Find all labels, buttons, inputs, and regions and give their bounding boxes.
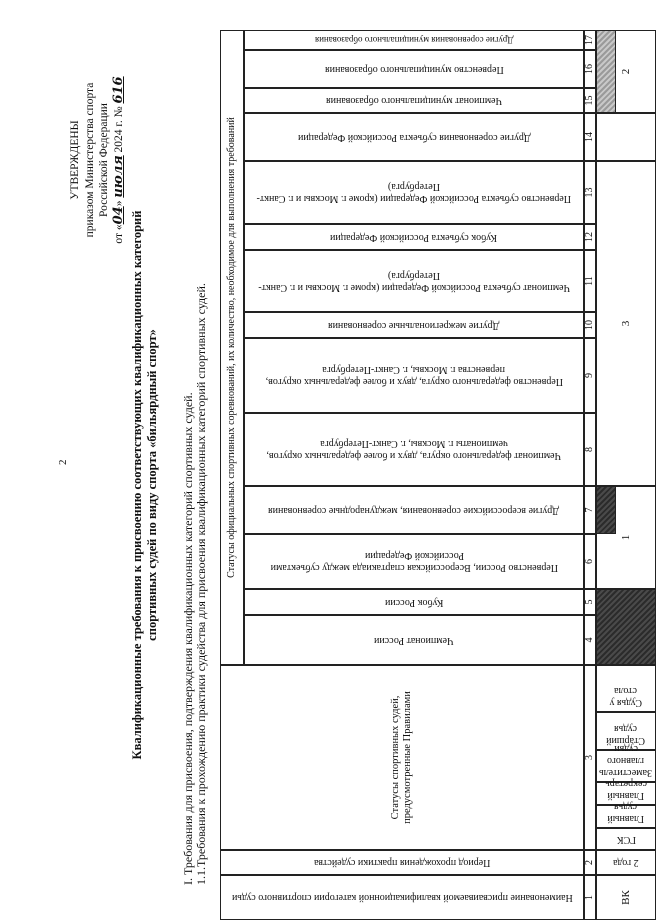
period-cell: 2 года xyxy=(596,850,656,875)
col-number: 16 xyxy=(584,50,596,88)
role-senior-judge: Старший судья xyxy=(596,712,656,750)
approval-title: УТВЕРЖДЕНЫ xyxy=(69,120,81,200)
role-deputy-chief: Заместитель главного судьи xyxy=(596,750,656,782)
col-number: 13 xyxy=(584,161,596,224)
col-number: 1 xyxy=(584,875,596,920)
value-municipal: 2 xyxy=(596,30,656,113)
shaded-cell-4-5 xyxy=(596,589,656,665)
role-table-judge: Судья у стола xyxy=(596,665,656,712)
comp-header-8: Чемпионат федерального округа, двух и более федеральных округов, чемпионаты г. Москвы, г. Санкт-Петербурга xyxy=(244,413,584,486)
comp-header-11: Чемпионат субъекта Российской Федерации (кроме г. Москвы и г. Санкт-Петербурга) xyxy=(244,250,584,312)
main-title: Квалификационные требования к присвоению соответствующих квалификационных категорий спортивных судей по виду спорта «бильярдный спорт» xyxy=(130,210,159,760)
col-number: 6 xyxy=(584,534,596,589)
col-number: 12 xyxy=(584,224,596,250)
comp-header-13: Первенство субъекта Российской Федерации (кроме г. Москвы и г. Санкт-Петербурга) xyxy=(244,161,584,224)
page-number: 2 xyxy=(57,459,69,465)
approval-date: от «04» июля 2024 г. № 616 xyxy=(110,76,126,244)
section-1-1-heading: 1.1.Требования к прохождению практики судейства для присвоения квалификационных категорий спортивных судей. xyxy=(194,283,208,885)
approval-line1: приказом Министерства спорта xyxy=(83,82,96,238)
requirements-table xyxy=(220,30,653,920)
col-number: 15 xyxy=(584,88,596,113)
comp-header-4: Чемпионат России xyxy=(244,615,584,665)
col-number: 11 xyxy=(584,250,596,312)
comp-header-15: Чемпионат муниципального образования xyxy=(244,88,584,113)
date-month: июля xyxy=(110,155,126,198)
col-number: 10 xyxy=(584,312,596,338)
comp-header-12: Кубок субъекта Российской Федерации xyxy=(244,224,584,250)
category-header: Наименование присваиваемой квалификационной категории спортивного судьи xyxy=(220,875,584,920)
col-number: 2 xyxy=(584,850,596,875)
approval-stamp xyxy=(68,30,126,290)
gsk-cell: ГСК xyxy=(596,828,656,850)
comp-header-6: Первенство России, Всероссийская спартакиада между субъектами Российской Федерации xyxy=(244,534,584,589)
comp-header-17: Другие соревнования муниципального образования xyxy=(244,30,584,50)
col-number: 9 xyxy=(584,338,596,413)
col-number: 5 xyxy=(584,589,596,615)
date-day: 04 xyxy=(110,206,126,225)
shaded-cell-7 xyxy=(596,486,616,534)
role-chief-secretary: Главный секретарь xyxy=(596,782,656,805)
section-1-heading: I. Требования для присвоения, подтверждения квалификационных категорий спортивных судей. xyxy=(181,392,195,885)
col-number: 8 xyxy=(584,413,596,486)
period-header: Период прохождения практики судейства xyxy=(220,850,584,875)
competition-status-header: Статусы официальных спортивных соревнований, их количество, необходимое для выполнения требований xyxy=(220,30,244,665)
value-regional: 3 xyxy=(596,161,656,486)
col-number: 3 xyxy=(584,665,596,850)
role-chief-judge: Главный судья xyxy=(596,805,656,828)
value-federal: 1 xyxy=(596,486,656,589)
col-number: 17 xyxy=(584,30,596,50)
shaded-cell-municipal xyxy=(596,30,616,113)
judge-status-header: Статусы спортивных судей, предусмотренные Правилами xyxy=(220,665,584,850)
approval-line2: Российской Федерации xyxy=(98,103,110,217)
empty-cell-14 xyxy=(596,113,656,161)
comp-header-7: Другие всероссийские соревнования, международные соревнования xyxy=(244,486,584,534)
comp-header-16: Первенство муниципального образования xyxy=(244,50,584,88)
col-number: 14 xyxy=(584,113,596,161)
col-number: 7 xyxy=(584,486,596,534)
comp-header-10: Другие межрегиональные соревнования xyxy=(244,312,584,338)
comp-header-14: Другие соревнования субъекта Российской Федерации xyxy=(244,113,584,161)
order-number: 616 xyxy=(110,76,126,104)
col-number: 4 xyxy=(584,615,596,665)
comp-header-9: Первенство федерального округа, двух и более федеральных округов, первенства г. Москвы, г. Санкт-Петербурга xyxy=(244,338,584,413)
category-cell: ВК xyxy=(596,875,656,920)
comp-header-5: Кубок России xyxy=(244,589,584,615)
